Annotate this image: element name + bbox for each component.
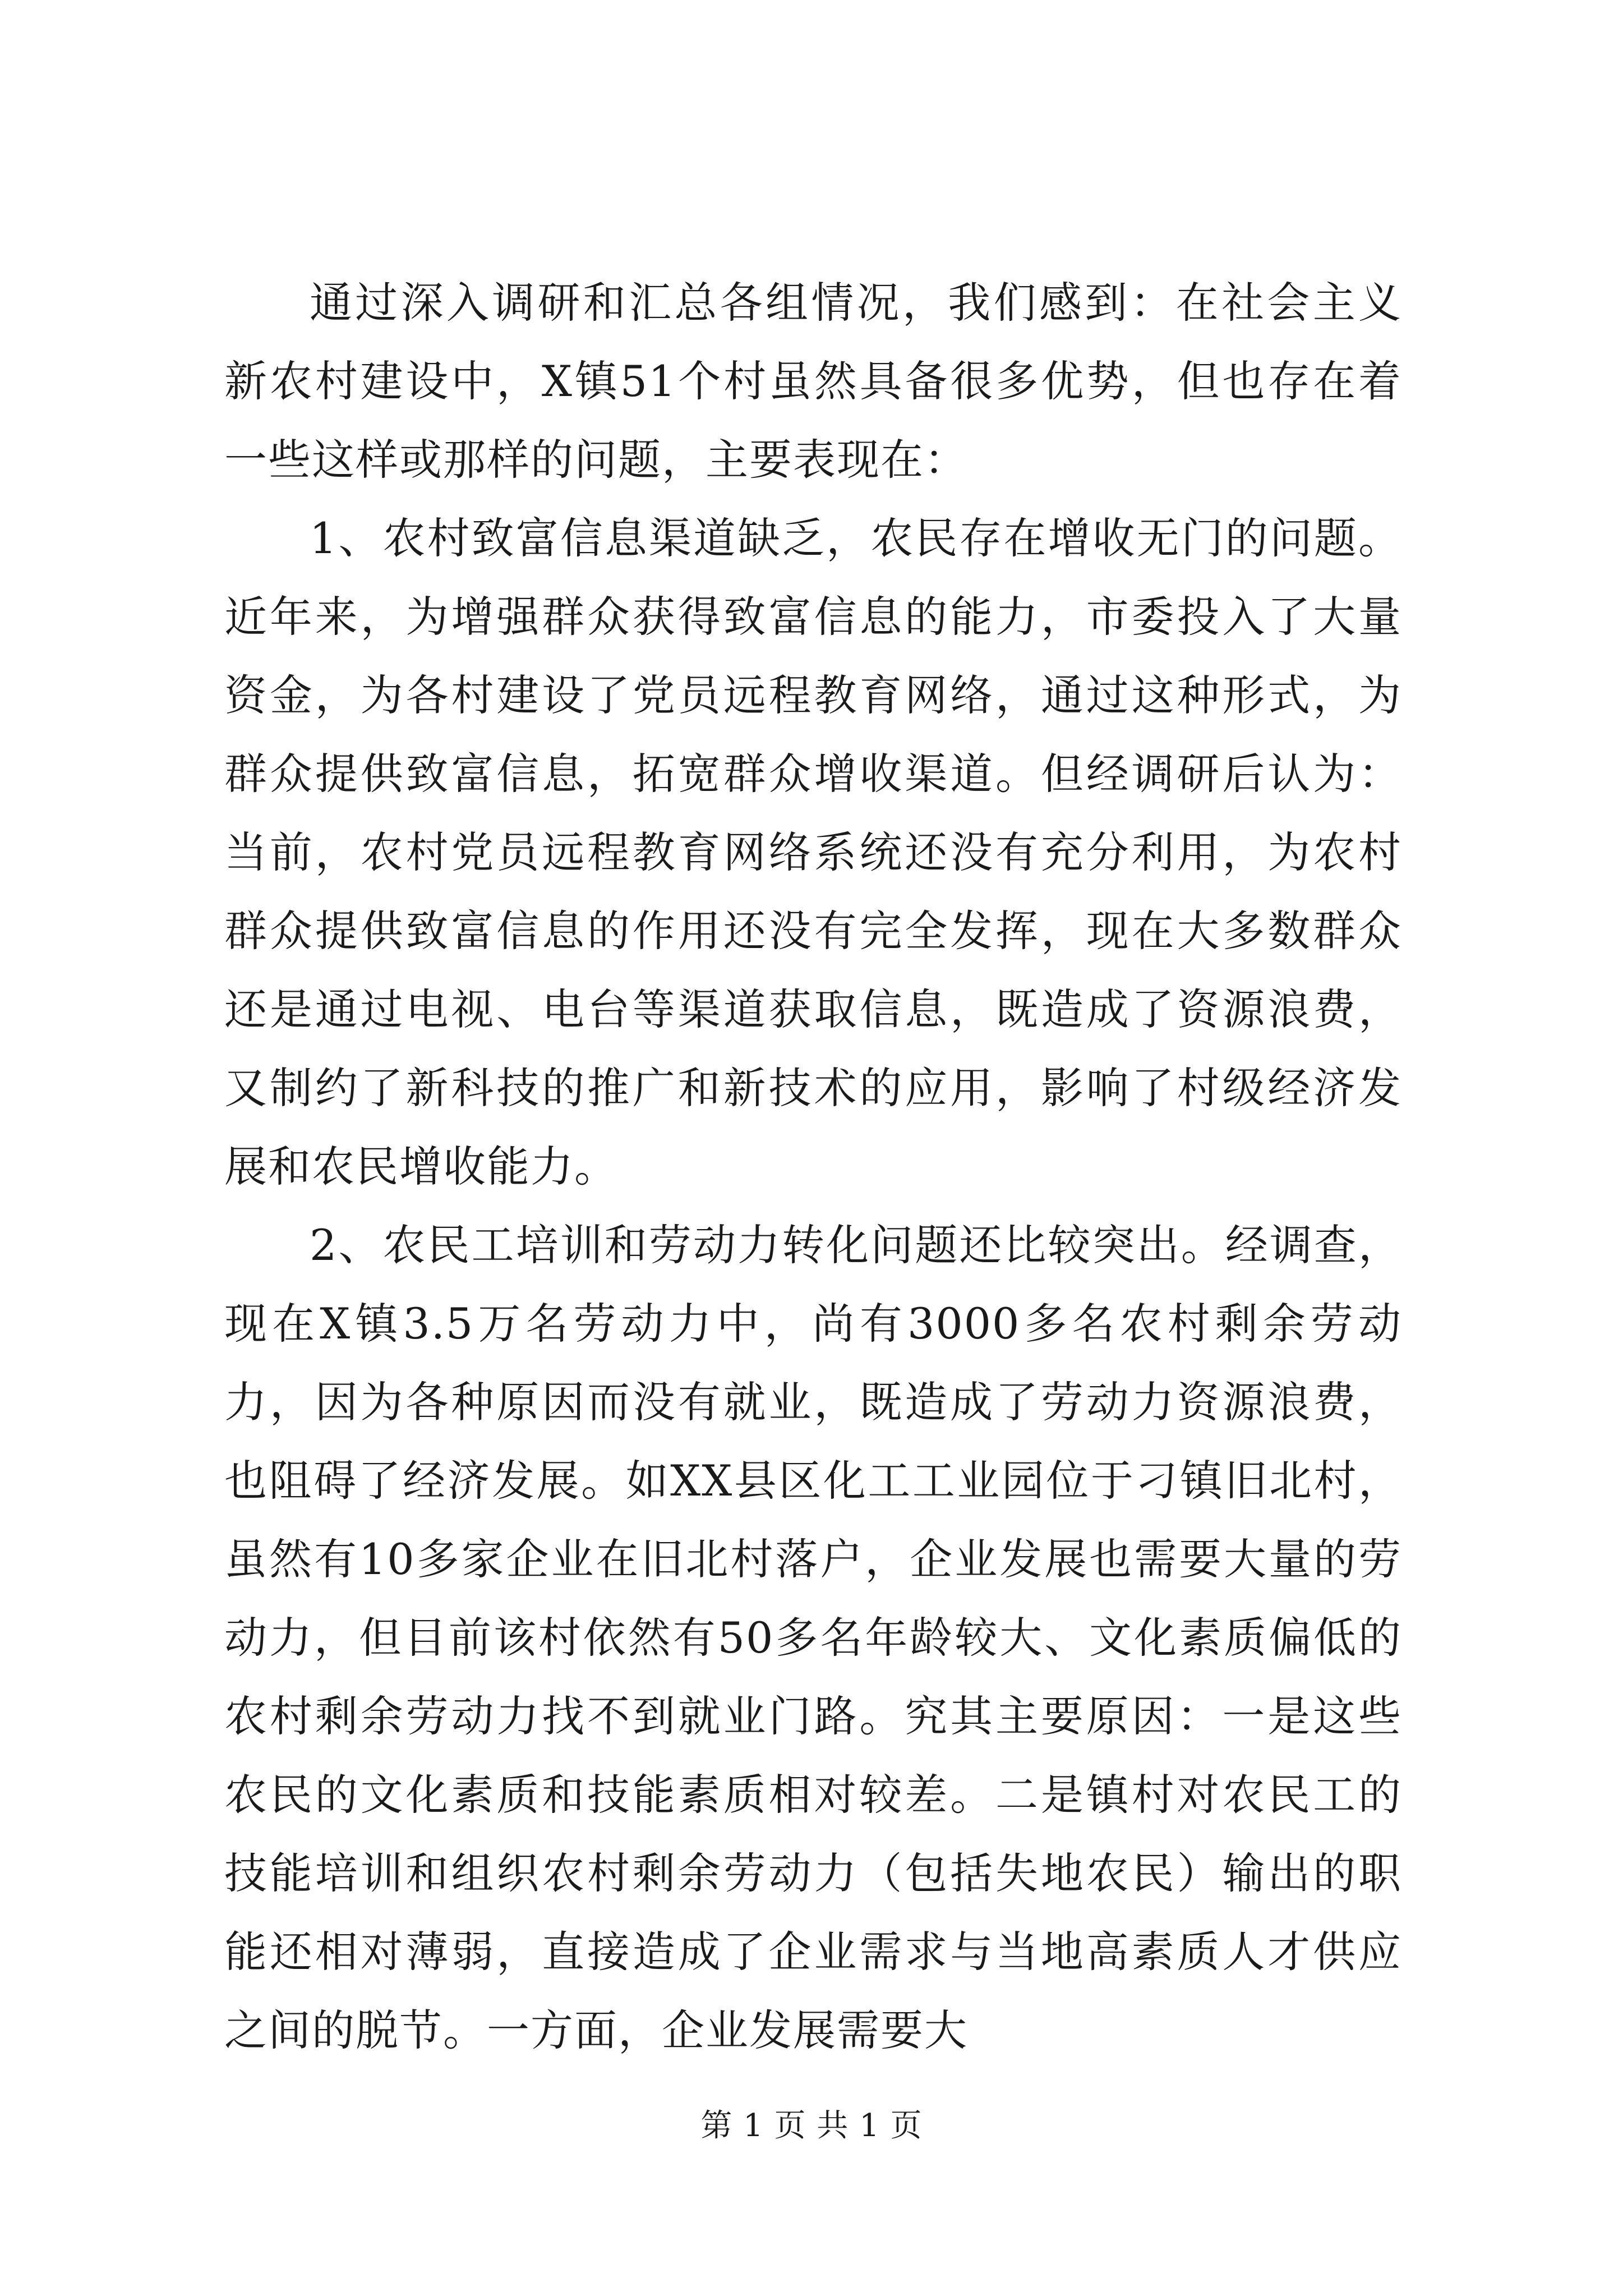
body-text (224, 264, 1402, 2070)
paragraph-intro: 通过深入调研和汇总各组情况，我们感到：在社会主义新农村建设中，X镇51个村虽然具备很多优势，但也存在着一些这样或那样的问题，主要表现在： (224, 278, 1402, 485)
page-footer: 第 1 页 共 1 页 (700, 2108, 923, 2144)
paragraph-item-1: 1、农村致富信息渠道缺乏，农民存在增收无门的问题。近年来，为增强群众获得致富信息的能力，市委投入了大量资金，为各村建设了党员远程教育网络，通过这种形式，为群众提供致富信息，拓宽群众增收渠道。但经调研后认为：当前，农村党员远程教育网络系统还没有充分利用，为农村群众提供致富信息的作用还没有完全发挥，现在大多数群众还是通过电视、电台等渠道获取信息，既造成了资源浪费，又制约了新科技的推广和新技术的应用，影响了村级经济发展和农民增收能力。 (224, 513, 1402, 1191)
paragraph-item-2: 2、农民工培训和劳动力转化问题还比较突出。经调查，现在X镇3.5万名劳动力中，尚有3000多名农村剩余劳动力，因为各种原因而没有就业，既造成了劳动力资源浪费，也阻碍了经济发展。如XX县区化工工业园位于刁镇旧北村，虽然有10多家企业在旧北村落户，企业发展也需要大量的劳动力，但目前该村依然有50多名年龄较大、文化素质偏低的农村剩余劳动力找不到就业门路。究其主要原因：一是这些农民的文化素质和技能素质相对较差。二是镇村对农民工的技能培训和组织农村剩余劳动力（包括失地农民）输出的职能还相对薄弱，直接造成了企业需求与当地高素质人才供应之间的脱节。一方面，企业发展需要大 (224, 1220, 1402, 2055)
